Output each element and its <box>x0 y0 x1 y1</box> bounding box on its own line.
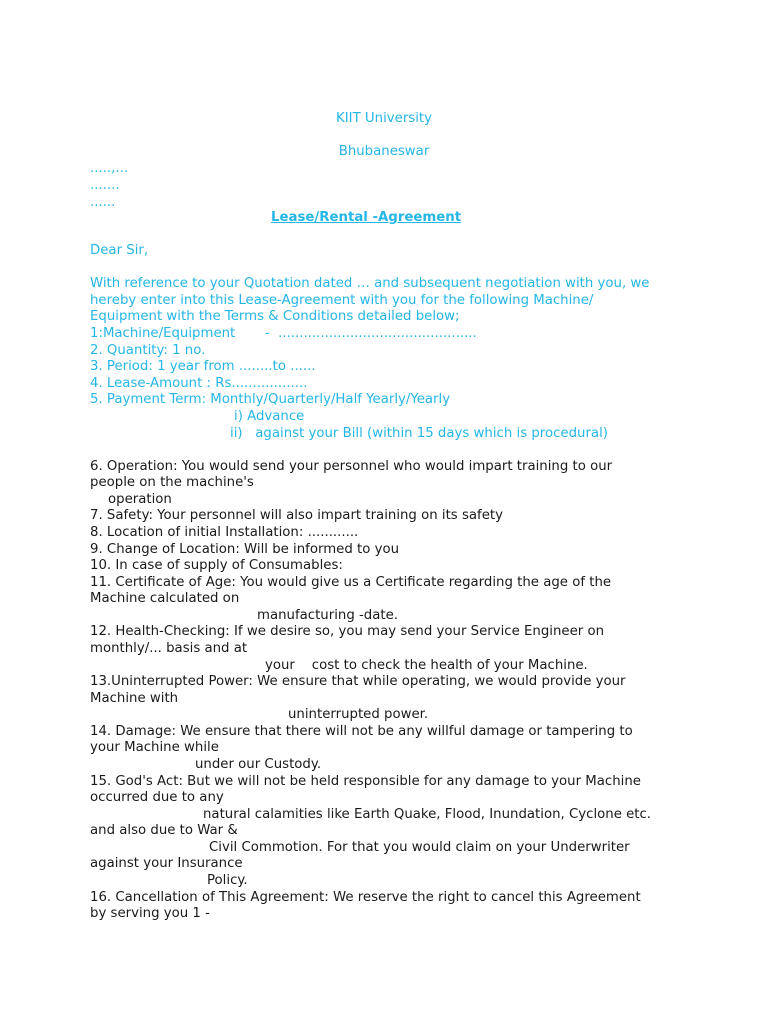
intro-paragraph-line: hereby enter into this Lease-Agreement with you for the following Machine/ <box>90 293 594 308</box>
term-item: 13.Uninterrupted Power: We ensure that while operating, we would provide your <box>90 674 626 689</box>
term-item: 11. Certificate of Age: You would give us a Certificate regarding the age of the <box>90 575 612 590</box>
address-line: ...... <box>90 195 116 210</box>
term-item: 1:Machine/Equipment - ............................................... <box>90 326 477 341</box>
intro-paragraph-line: With reference to your Quotation dated … and subsequent negotiation with you, we <box>90 276 650 291</box>
term-item: 15. God's Act: But we will not be held responsible for any damage to your Machine <box>90 774 641 789</box>
term-item-continuation: Policy. <box>207 873 248 888</box>
term-item: 4. Lease-Amount : Rs.................. <box>90 376 308 391</box>
address-line: .....,... <box>90 161 129 176</box>
term-item-continuation: under our Custody. <box>195 757 322 772</box>
term-item-continuation: monthly/... basis and at <box>90 641 248 656</box>
term-item-continuation: Machine calculated on <box>90 591 240 606</box>
institution-city: Bhubaneswar <box>338 144 430 159</box>
term-item-continuation: Civil Commotion. For that you would claim on your Underwriter <box>209 840 630 855</box>
term-item: 8. Location of initial Installation: ............ <box>90 525 359 540</box>
term-item-continuation: by serving you 1 - <box>90 906 210 921</box>
term-item: 16. Cancellation of This Agreement: We reserve the right to cancel this Agreement <box>90 890 641 905</box>
term-item-continuation: Machine with <box>90 691 179 706</box>
term-item-continuation: against your Insurance <box>90 856 243 871</box>
term-item-continuation: natural calamities like Earth Quake, Flood, Inundation, Cyclone etc. <box>203 807 652 822</box>
term-item: 12. Health-Checking: If we desire so, you may send your Service Engineer on <box>90 624 605 639</box>
term-item-continuation: your Machine while <box>90 740 219 755</box>
intro-paragraph-line: Equipment with the Terms & Conditions detailed below; <box>90 309 460 324</box>
term-item-continuation: operation <box>108 492 172 507</box>
term-item: 3. Period: 1 year from ........to ...... <box>90 359 316 374</box>
term-item-continuation: people on the machine's <box>90 475 254 490</box>
address-line: ....... <box>90 178 120 193</box>
term-item: 14. Damage: We ensure that there will not be any willful damage or tampering to <box>90 724 633 739</box>
term-item: 5. Payment Term: Monthly/Quarterly/Half Yearly/Yearly <box>90 392 451 407</box>
term-item-continuation: and also due to War & <box>90 823 238 838</box>
term-item-continuation: manufacturing -date. <box>257 608 399 623</box>
term-subitem: i) Advance <box>234 409 305 424</box>
term-subitem: ii) against your Bill (within 15 days which is procedural) <box>230 426 608 441</box>
term-item: 10. In case of supply of Consumables: <box>90 558 343 573</box>
salutation: Dear Sir, <box>90 243 149 258</box>
institution-name: KIIT University <box>336 111 432 126</box>
term-item: 9. Change of Location: Will be informed to you <box>90 542 400 557</box>
document-title: Lease/Rental -Agreement <box>271 210 462 225</box>
term-item-continuation: occurred due to any <box>90 790 224 805</box>
term-item: 7. Safety: Your personnel will also impart training on its safety <box>90 508 503 523</box>
term-item: 6. Operation: You would send your personnel who would impart training to our <box>90 459 613 474</box>
term-item-continuation: uninterrupted power. <box>288 707 429 722</box>
term-item-continuation: your cost to check the health of your Machine. <box>265 658 588 673</box>
term-item: 2. Quantity: 1 no. <box>90 343 206 358</box>
